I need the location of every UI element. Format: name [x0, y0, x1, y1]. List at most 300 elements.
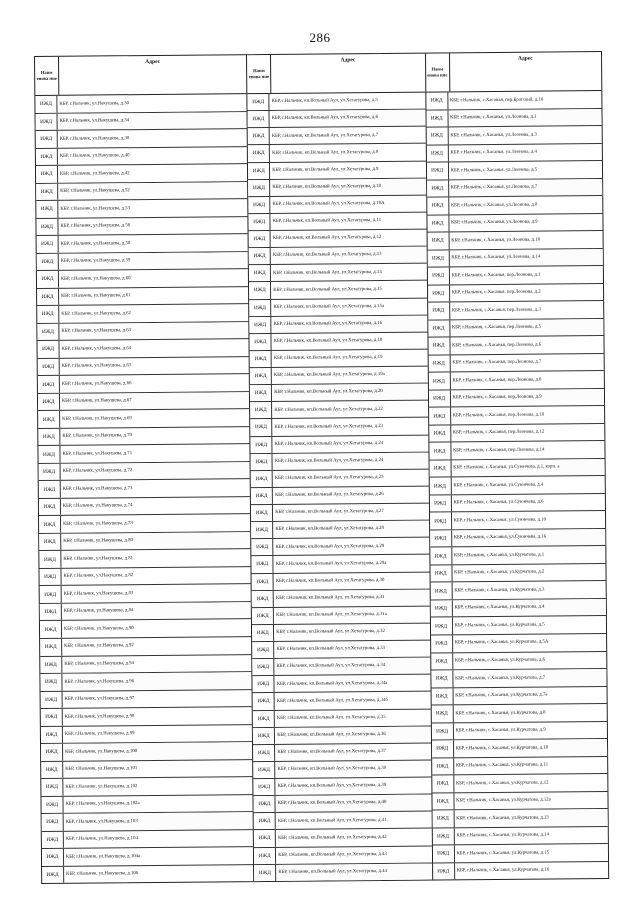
table-row	[253, 675, 431, 694]
table-row	[427, 231, 603, 250]
cell-address: КБР, г.Нальчик, ул.Накушева, д.61	[61, 293, 131, 299]
cell-kind: ИЖД	[253, 659, 275, 675]
cell-kind: ИЖД	[38, 446, 60, 463]
cell-kind: ИЖД	[251, 505, 273, 521]
table-row	[252, 589, 430, 608]
table-row	[40, 637, 251, 656]
cell-address: КБР, г.Нальчик, с.Хасанья, пер.Леонова, д.7	[452, 359, 542, 366]
table-row	[41, 760, 252, 779]
cell-kind: ИЖД	[432, 828, 454, 845]
table-row	[39, 497, 250, 516]
table-row	[41, 742, 252, 761]
table-row	[40, 655, 251, 674]
cell-kind: ИЖД	[427, 233, 449, 250]
cell-kind: ИЖД	[428, 338, 450, 355]
cell-address: КБР, г.Нальчик, с.Хасанья, пер.Братский, д.10	[450, 97, 544, 103]
table-row	[426, 91, 602, 110]
cell-address: КБР, г.Нальчик, ул.Накушева, д.67	[61, 398, 132, 405]
cell-address: КБР, г.Нальчик, кп.Вольный Аул, ул.Хетагурова, д.39	[277, 783, 387, 790]
cell-address: КБР, г.Нальчик, с.Хасанья, ул.Леонова, д.9	[451, 219, 538, 226]
cell-address: КБР, г.Нальчик, ул.Накушева, д.98	[64, 713, 135, 720]
table-row	[251, 504, 429, 523]
cell-kind: ИЖД	[430, 583, 452, 600]
cell-kind: ИЖД	[250, 419, 272, 435]
cell-address: КБР, г.Нальчик, с.Хасанья, ул.Курчатова, д.10	[455, 745, 549, 751]
cell-kind: ИЖД	[36, 148, 58, 165]
cell-address: КБР, г.Нальчик, кп.Вольный Аул, ул.Хетагурова, д.19а	[274, 372, 385, 379]
cell-kind: ИЖД	[39, 481, 61, 498]
cell-kind: ИЖД	[41, 691, 63, 708]
table-row	[36, 129, 247, 148]
cell-kind: ИЖД	[429, 443, 451, 460]
table-row	[432, 809, 608, 828]
table-row	[38, 374, 249, 393]
table-row	[429, 459, 605, 478]
cell-address: КБР, г.Нальчик, с.Хасанья, ул.Курчатова, д.12	[455, 780, 549, 786]
cell-address: КБР, г.Нальчик, кп.Вольный Аул, ул.Хетагурова, д.14	[273, 269, 382, 276]
cell-kind: ИЖД	[431, 653, 453, 670]
table-row	[251, 435, 429, 454]
cell-kind: ИЖД	[253, 745, 275, 761]
cell-kind: ИЖД	[40, 656, 62, 673]
table-row	[37, 322, 248, 341]
cell-kind: ИЖД	[35, 96, 57, 113]
table-row	[254, 863, 432, 881]
cell-address: КБР, г.Нальчик, кп.Вольный Аул, ул.Хетагурова, д.22	[274, 406, 383, 413]
cell-address: КБР, г.Нальчик, с.Хасанья, ул.Курчатова, д.7а	[455, 692, 548, 699]
cell-address: КБР, г.Нальчик, кп.Вольный Аул, ул.Хетагурова, д.36	[277, 731, 386, 738]
table-row	[254, 846, 432, 865]
cell-kind: ИЖД	[430, 565, 452, 582]
cell-address: КБР, г.Нальчик, кп.Вольный Аул, ул.Хетагурова, д.43	[278, 851, 387, 858]
table-row	[253, 709, 431, 728]
cell-kind: ИЖД	[42, 849, 64, 866]
table-row	[428, 354, 604, 373]
table-row	[428, 319, 604, 338]
cell-kind: ИЖД	[37, 306, 59, 323]
table-row	[248, 161, 426, 180]
table-row	[431, 634, 607, 653]
table-row	[429, 424, 605, 443]
cell-address: КБР, г.Нальчик, ул.Накушева, д.30	[59, 100, 130, 107]
cell-kind: ИЖД	[41, 796, 63, 813]
cell-address: КБР, г.Нальчик, кп.Вольный Аул, ул.Хетагурова, д.15	[273, 286, 382, 293]
cell-kind: ИЖД	[248, 94, 270, 110]
table-row	[250, 367, 428, 386]
cell-kind: ИЖД	[429, 408, 451, 425]
table-row	[254, 812, 432, 831]
table-row	[432, 757, 608, 776]
cell-address: КБР, г.Нальчик, с.Хасанья, ул.Леонова, д.3	[450, 132, 537, 138]
table-row	[431, 652, 607, 671]
cell-kind: ИЖД	[427, 197, 449, 214]
cell-kind: ИЖД	[39, 551, 61, 568]
cell-kind: ИЖД	[427, 162, 449, 179]
cell-address: КБР, г.Нальчик, ул.Накушева, д.40	[59, 153, 130, 159]
cell-kind: ИЖД	[250, 368, 272, 384]
table-row	[431, 616, 607, 635]
cell-address: КБР, г.Нальчик, ул.Накушева, д.72	[62, 468, 133, 475]
column-3	[425, 52, 609, 880]
cell-kind: ИЖД	[429, 425, 451, 442]
cell-address: КБР, г.Нальчик, ул.Накушева, д.84	[63, 608, 134, 615]
table-row	[253, 760, 431, 779]
cell-kind: ИЖД	[432, 793, 454, 810]
table-row	[249, 281, 427, 300]
cell-kind: ИЖД	[431, 688, 453, 705]
table-row	[248, 110, 426, 129]
cell-kind: ИЖД	[252, 642, 274, 658]
cell-address: КБР, г.Нальчик, кп.Вольный Аул, ул.Хетагурова, д.33	[276, 646, 386, 653]
cell-address: КБР, г.Нальчик, ул.Накушева, д.74	[62, 503, 133, 510]
cell-kind: ИЖД	[37, 288, 59, 305]
cell-kind: ИЖД	[433, 863, 455, 880]
cell-kind: ИЖД	[39, 464, 61, 481]
cell-kind: ИЖД	[42, 831, 64, 848]
table-row	[254, 778, 432, 797]
table-row	[40, 602, 251, 621]
cell-address: КБР, г.Нальчик, ул.Накушева, д.42	[60, 170, 130, 177]
table-row	[41, 777, 252, 796]
table-row	[251, 521, 429, 540]
table-row	[250, 315, 428, 334]
table-row	[432, 774, 608, 793]
table-row	[42, 847, 253, 866]
table-row	[248, 178, 426, 197]
cell-kind: ИЖД	[426, 145, 448, 162]
cell-kind: ИЖД	[431, 670, 453, 687]
cell-address: КБР, г.Нальчик, с.Хасанья, пер.Леонова, д.8	[452, 377, 542, 384]
cell-address: КБР, г.Нальчик, кп.Вольный Аул, ул.Хетагурова, д.10	[272, 183, 382, 190]
cell-address: КБР, г.Нальчик, ул.Накушева, д.71	[62, 450, 133, 457]
cell-address: КБР, г.Нальчик, кп.Вольный Аул, ул.Хетагурова, д.23	[274, 423, 384, 430]
table-row	[251, 538, 429, 557]
table-row	[253, 658, 431, 677]
cell-kind: ИЖД	[251, 471, 273, 487]
cell-address: КБР, г.Нальчик, кп.Вольный Аул, ул.Хетагурова, д.7	[271, 132, 379, 139]
table-row	[250, 349, 428, 368]
table-row	[428, 301, 604, 320]
cell-address: КБР, г.Нальчик, кп.Вольный Аул, ул.Хетагурова, д.6	[271, 115, 378, 122]
table-row	[38, 392, 249, 411]
cell-address: КБР, г.Нальчик, ул.Накушева, д.78	[63, 521, 133, 527]
cell-kind: ИЖД	[36, 131, 58, 148]
cell-kind: ИЖД	[36, 218, 58, 235]
cell-address: КБР, г.Нальчик, с.Хасанья, ул.Леонова, д.4	[450, 149, 537, 156]
cell-kind: ИЖД	[38, 429, 60, 446]
table-row	[249, 298, 427, 317]
cell-kind: ИЖД	[40, 604, 62, 621]
column-rows	[248, 93, 432, 882]
cell-kind: ИЖД	[253, 728, 275, 744]
cell-kind: ИЖД	[42, 866, 64, 883]
table-header	[426, 52, 602, 93]
cell-kind: ИЖД	[428, 320, 450, 337]
cell-kind: ИЖД	[38, 359, 60, 376]
cell-address: КБР, г.Нальчик, кп.Вольный Аул, ул.Хетагурова, д.32	[276, 629, 385, 636]
table-row	[41, 725, 252, 744]
cell-address: КБР, г.Нальчик, с.Хасанья, ул.Курчатова, д.7	[455, 675, 546, 681]
cell-kind: ИЖД	[40, 586, 62, 603]
cell-address: КБР, г.Нальчик, с.Хасанья, ул.Суюнчева, д.1, корп. а	[453, 464, 560, 471]
cell-kind: ИЖД	[37, 253, 59, 270]
cell-address: КБР, г.Нальчик, с.Хасанья, пер.Леонова, д.1	[451, 272, 541, 279]
cell-kind: ИЖД	[251, 436, 273, 452]
table-row	[426, 144, 602, 163]
cell-kind: ИЖД	[430, 548, 452, 565]
cell-kind: ИЖД	[432, 775, 454, 792]
header-kind: Наим енова ние	[247, 55, 271, 93]
table-row	[248, 195, 426, 214]
cell-address: КБР, г.Нальчик, с.Хасанья, ул.Суюнчева, д.4	[453, 482, 544, 489]
cell-address: КБР, г.Нальчик, кп.Вольный Аул, ул.Хетагурова, д.30	[275, 577, 385, 584]
cell-kind: ИЖД	[252, 556, 274, 572]
cell-kind: ИЖД	[249, 231, 271, 247]
cell-address: КБР, г.Нальчик, кп.Вольный Аул, ул.Хетагурова, д.15а	[273, 303, 385, 310]
header-kind: Наим енова ние	[35, 57, 59, 95]
cell-address: КБР, г.Нальчик, ул.Накушева, д.99	[64, 731, 135, 737]
cell-address: КБР, г.Нальчик, ул.Накушева, д.34	[59, 118, 130, 124]
table-row	[427, 266, 603, 285]
header-address: Адрес	[340, 57, 356, 64]
cell-address: КБР, г.Нальчик, ул.Накушева, д.59	[60, 258, 131, 264]
table-row	[252, 572, 430, 591]
table-row	[41, 795, 252, 814]
column-2	[246, 54, 432, 882]
table-row	[250, 401, 428, 420]
cell-address: КБР, г.Нальчик, с.Хасанья, ул.Курчатова, д.16	[456, 867, 550, 874]
table-row	[432, 792, 608, 811]
page-number: 286	[309, 30, 331, 45]
cell-address: КБР, г.Нальчик, с.Хасанья, ул.Курчатова, д.9	[455, 727, 546, 734]
cell-address: КБР, г.Нальчик, с.Хасанья, пер.Леонова, д.6	[452, 342, 542, 349]
cell-kind: ИЖД	[428, 355, 450, 372]
cell-address: КБР, г.Нальчик, с.Хасанья, ул.Курчатова, д.6	[454, 657, 546, 664]
cell-kind: ИЖД	[41, 726, 63, 743]
cell-kind: ИЖД	[426, 92, 448, 109]
cell-kind: ИЖД	[39, 569, 61, 586]
cell-address: КБР, г.Нальчик, ул.Накушева, д.94	[64, 661, 134, 667]
table-row	[251, 452, 429, 471]
column-rows	[426, 91, 608, 880]
table-row	[430, 529, 606, 548]
cell-kind: ИЖД	[433, 846, 455, 863]
cell-address: КБР, г.Нальчик, ул.Накушева, д.106	[66, 871, 139, 877]
cell-kind: ИЖД	[248, 197, 270, 213]
cell-address: КБР, г.Нальчик, с.Хасанья, ул.Курчатова, д.3	[454, 587, 545, 594]
table-row	[42, 830, 253, 849]
cell-kind: ИЖД	[36, 113, 58, 130]
cell-address: КБР, г.Нальчик, с.Хасанья, ул.Курчатова, д.11	[455, 762, 549, 769]
cell-kind: ИЖД	[39, 516, 61, 533]
cell-kind: ИЖД	[254, 779, 276, 795]
cell-kind: ИЖД	[427, 250, 449, 267]
cell-kind: ИЖД	[249, 282, 271, 298]
cell-address: КБР, г.Нальчик, с.Хасанья, ул.Леонова, д.8	[450, 202, 538, 208]
table-row	[39, 515, 250, 534]
cell-address: КБР, г.Нальчик, кп.Вольный Аул, ул.Хетагурова, д.24	[274, 440, 384, 447]
table-row	[252, 555, 430, 574]
cell-kind: ИЖД	[248, 162, 270, 178]
cell-kind: ИЖД	[431, 705, 453, 722]
cell-address: КБР, г.Нальчик, кп.Вольный Аул, ул.Хетагурова, д.35	[277, 714, 386, 721]
table-row	[431, 722, 607, 741]
cell-address: КБР, г.Нальчик, кп.Вольный Аул, ул.Хетагурова, д.44	[278, 868, 387, 875]
cell-address: КБР, г.Нальчик, ул.Накушева, д.83	[63, 591, 134, 597]
cell-address: КБР, г.Нальчик, с.Хасанья, ул.Курчатова, д.15	[456, 850, 550, 857]
cell-address: КБР, г.Нальчик, кп.Вольный Аул, ул.Хетагурова, д.31а	[276, 611, 387, 618]
cell-kind: ИЖД	[251, 522, 273, 538]
table-row	[37, 269, 248, 288]
table-row	[248, 127, 426, 146]
cell-kind: ИЖД	[40, 674, 62, 691]
cell-address: КБР, г.Нальчик, кп.Вольный Аул, ул.Хетагурова, д.19	[273, 355, 383, 362]
table-row	[37, 252, 248, 271]
cell-kind: ИЖД	[426, 127, 448, 144]
table-row	[249, 212, 427, 231]
cell-kind: ИЖД	[249, 265, 271, 281]
table-row	[36, 182, 247, 201]
cell-kind: ИЖД	[40, 639, 62, 656]
cell-address: КБР, г.Нальчик, ул.Накушева, д.65	[61, 363, 132, 370]
table-row	[429, 441, 605, 460]
cell-kind: ИЖД	[429, 460, 451, 477]
cell-address: КБР, г.Нальчик, кп.Вольный Аул, ул.Хетагурова, д.40	[277, 800, 387, 807]
cell-address: КБР, г.Нальчик, с.Хасанья, ул.Суюнчева, д.6	[453, 499, 544, 506]
cell-address: КБР, г.Нальчик, с.Хасанья, ул.Курчатова, д.13	[456, 815, 549, 821]
cell-address: КБР, г.Нальчик, с.Хасанья, ул.Курчатова, д.12а	[456, 797, 551, 804]
cell-address: КБР, г.Нальчик, ул.Накушева, д.70	[62, 433, 132, 440]
cell-address: КБР, г.Нальчик, с.Хасанья, ул.Курчатова, д.8	[455, 710, 546, 716]
cell-kind: ИЖД	[36, 166, 58, 183]
cell-address: КБР, г.Нальчик, с.Хасанья, пер.Леонова, д.12	[452, 429, 545, 436]
cell-address: КБР, г.Нальчик, кп.Вольный Аул, ул.Хетагурова, д.34	[276, 663, 386, 670]
table-row	[39, 479, 250, 498]
table-row	[40, 620, 251, 639]
cell-kind: ИЖД	[252, 591, 274, 607]
cell-address: КБР, г.Нальчик, с.Хасанья, ул.Курчатова, д.2	[454, 569, 545, 576]
cell-address: КБР, г.Нальчик, ул.Накушева, д.104а	[65, 853, 141, 860]
cell-kind: ИЖД	[432, 740, 454, 757]
table-row	[42, 865, 253, 883]
table-row	[427, 161, 603, 180]
cell-kind: ИЖД	[431, 618, 453, 635]
cell-kind: ИЖД	[254, 796, 276, 812]
cell-kind: ИЖД	[36, 201, 58, 218]
cell-kind: ИЖД	[426, 110, 448, 127]
cell-address: КБР, г.Нальчик, ул.Накушева, д.92	[64, 643, 134, 650]
cell-kind: ИЖД	[40, 621, 62, 638]
cell-address: КБР, г.Нальчик, кп.Вольный Аул, ул.Хетагурова, д.8	[272, 149, 379, 156]
cell-address: КБР, г.Нальчик, с.Хасанья, ул.Курчатова, д.5	[454, 622, 545, 629]
table-header	[35, 55, 247, 96]
cell-kind: ИЖД	[250, 351, 272, 367]
table-row	[429, 406, 605, 425]
cell-kind: ИЖД	[428, 303, 450, 320]
cell-address: КБР, г.Нальчик, с.Хасанья, ул.Курчатова, д.5А	[454, 640, 549, 646]
cell-address: КБР, г.Нальчик, ул.Накушева, д.69	[62, 415, 132, 422]
cell-kind: ИЖД	[36, 183, 58, 200]
cell-kind: ИЖД	[432, 811, 454, 828]
cell-kind: ИЖД	[41, 761, 63, 778]
cell-kind: ИЖД	[429, 478, 451, 495]
cell-kind: ИЖД	[252, 625, 274, 641]
address-table	[34, 51, 609, 884]
cell-kind: ИЖД	[429, 390, 451, 407]
cell-kind: ИЖД	[254, 813, 276, 829]
table-row	[37, 287, 248, 306]
cell-kind: ИЖД	[38, 376, 60, 393]
cell-address: КБР, г.Нальчик, с.Хасанья, ул.Курчатова, д.4	[454, 605, 545, 611]
table-row	[36, 112, 247, 131]
table-row	[431, 669, 607, 688]
table-row	[42, 812, 253, 831]
cell-address: КБР, г.Нальчик, ул.Накушева, д.97	[64, 696, 135, 702]
cell-address: КБР, г.Нальчик, кп.Вольный Аул, ул.Хетагурова, д.10А	[272, 200, 385, 207]
table-row	[430, 599, 606, 618]
table-row	[248, 93, 426, 112]
table-row	[426, 109, 602, 128]
cell-kind: ИЖД	[428, 373, 450, 390]
table-row	[427, 179, 603, 198]
table-row	[430, 581, 606, 600]
table-row	[37, 304, 248, 323]
cell-kind: ИЖД	[430, 530, 452, 547]
cell-kind: ИЖД	[41, 779, 63, 796]
cell-kind: ИЖД	[431, 635, 453, 652]
cell-address: КБР, г.Нальчик, с.Хасанья, ул.Леонова, д.1	[450, 114, 537, 121]
cell-address: КБР, г.Нальчик, ул.Накушева, д.38	[59, 135, 130, 142]
table-row	[250, 332, 428, 351]
cell-address: КБР, г.Нальчик, кп.Вольный Аул, ул.Хетагурова, д.24	[274, 457, 384, 464]
cell-address: КБР, г.Нальчик, с.Хасанья, ул.Леонова, д.7	[450, 184, 538, 191]
table-row	[433, 844, 609, 863]
table-row	[427, 249, 603, 268]
table-row	[38, 409, 249, 428]
cell-kind: ИЖД	[41, 709, 63, 726]
table-row	[35, 94, 246, 113]
cell-kind: ИЖД	[429, 495, 451, 512]
table-row	[36, 147, 247, 166]
cell-kind: ИЖД	[430, 600, 452, 617]
table-row	[432, 739, 608, 758]
cell-kind: ИЖД	[38, 394, 60, 411]
cell-address: КБР, г.Нальчик, ул.Накушева, д.58	[60, 240, 131, 247]
table-row	[249, 264, 427, 283]
header-kind: Наим енова ние	[426, 53, 450, 91]
cell-kind: ИЖД	[253, 710, 275, 726]
cell-address: КБР, г.Нальчик, ул.Накушева, д.90	[63, 626, 134, 632]
cell-kind: ИЖД	[427, 215, 449, 232]
cell-kind: ИЖД	[254, 847, 276, 863]
cell-address: КБР, г.Нальчик, кп.Вольный Аул, ул.Хетагурова, д.20	[274, 389, 383, 396]
table-row	[252, 641, 430, 660]
table-row	[36, 199, 247, 218]
table-row	[253, 743, 431, 762]
table-row	[427, 196, 603, 215]
cell-address: КБР, г.Нальчик, с.Хасанья, ул.Суюнчева, д.16	[453, 534, 547, 541]
cell-address: КБР, г.Нальчик, ул.Накушева, д.73	[62, 486, 133, 492]
table-row	[428, 336, 604, 355]
cell-address: КБР, г.Нальчик, ул.Накушева, д.104	[65, 836, 138, 842]
cell-address: КБР, г.Нальчик, с.Хасанья, пер.Леонова, д.3	[451, 307, 541, 314]
cell-address: КБР, г.Нальчик, с.Хасанья, ул.Курчатова, д.1	[453, 552, 545, 559]
cell-address: КБР, г.Нальчик, ул.Накушева, д.103	[65, 818, 138, 825]
header-address: Адрес	[517, 55, 533, 62]
table-row	[254, 829, 432, 848]
table-row	[433, 862, 609, 880]
cell-address: КБР, г.Нальчик, кп.Вольный Аул, ул.Хетагурова, д.13	[272, 252, 382, 259]
